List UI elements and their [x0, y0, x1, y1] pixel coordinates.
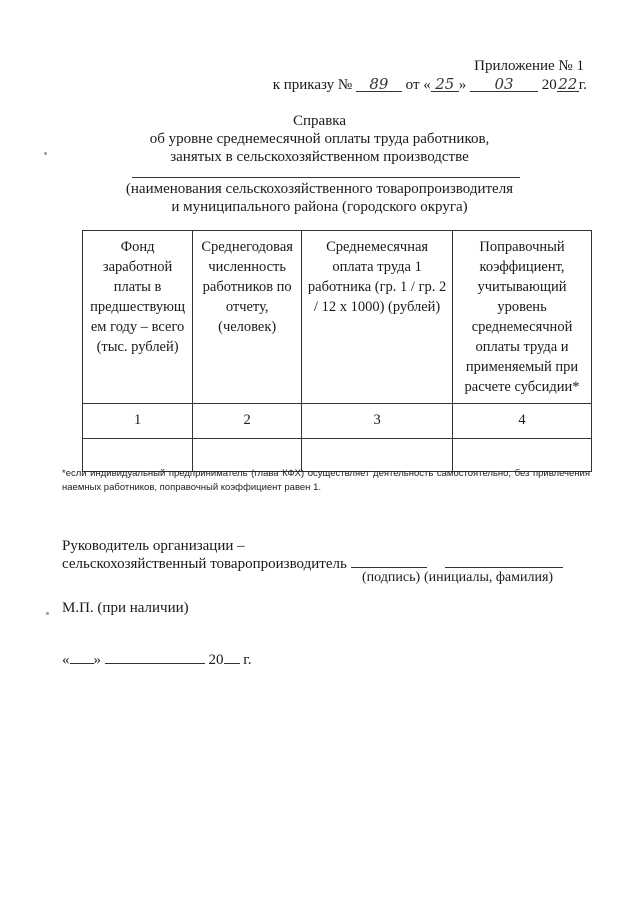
- date-close: »: [93, 652, 101, 668]
- header-cell-coefficient: Поправочный коэффициент, учитывающий уровень среднемесячной оплаты труда и применяемый при расчете субсидии*: [453, 231, 592, 404]
- order-from-label: от «: [405, 77, 431, 93]
- column-number: 1: [83, 404, 193, 439]
- document-subtitle-1: об уровне среднемесячной оплаты труда работников,: [149, 131, 490, 147]
- date-year-prefix: 20: [208, 652, 224, 668]
- document-title: Справка: [293, 113, 346, 129]
- footnote: *если индивидуальный предприниматель (глава КФХ) осуществляет деятельность самостоятельно, без привлечения наемных работников, поправочный коэффициент равен 1.: [62, 468, 590, 493]
- order-year-prefix: 20: [541, 77, 557, 93]
- date-month-blank: [105, 651, 205, 664]
- table-header-row: [83, 231, 592, 404]
- wage-table: [82, 230, 592, 472]
- order-prefix: к приказу №: [272, 77, 353, 93]
- date-line: [62, 651, 251, 669]
- header-cell-average-wage: Среднемесячная оплата труда 1 работника (гр. 1 / гр. 2 / 12 х 1000) (рублей): [302, 231, 453, 404]
- date-year-end: г.: [243, 652, 252, 668]
- date-year-blank: [224, 651, 240, 664]
- header-cell-headcount: Среднегодовая численность работников по отчету, (человек): [193, 231, 302, 404]
- signature-title-1: Руководитель организации –: [62, 538, 245, 554]
- column-number: 3: [302, 404, 453, 439]
- name-caption: (инициалы, фамилия): [424, 570, 554, 585]
- stamp-label: М.П. (при наличии): [62, 600, 189, 616]
- producer-name-line: [132, 177, 520, 178]
- signature-role: сельскохозяйственный товаропроизводитель: [62, 556, 347, 572]
- order-day: 25: [431, 77, 459, 92]
- document-subtitle-2: занятых в сельскохозяйственном производстве: [170, 149, 469, 165]
- signature-caption: (подпись): [362, 570, 421, 585]
- order-year-suffix: 22: [558, 75, 578, 93]
- scan-speck: [46, 612, 49, 615]
- producer-caption-1: (наименования сельскохозяйственного товаропроизводителя: [125, 181, 514, 197]
- order-month: 03: [470, 77, 538, 92]
- column-number: 2: [193, 404, 302, 439]
- table-number-row: [83, 404, 592, 439]
- scan-speck: [44, 152, 47, 155]
- order-reference: [273, 77, 587, 94]
- signature-blank: [351, 555, 427, 568]
- date-day-blank: [70, 651, 94, 664]
- order-year-end: г.: [578, 77, 587, 93]
- order-number: 89: [356, 77, 402, 92]
- date-open: «: [62, 652, 70, 668]
- header-cell-fund: Фонд заработной платы в предшествующ ем году – всего (тыс. рублей): [83, 231, 193, 404]
- producer-caption-2: и муниципального района (городского округа): [171, 199, 468, 215]
- name-blank: [445, 555, 563, 568]
- order-day-close: »: [458, 77, 467, 93]
- column-number: 4: [453, 404, 592, 439]
- appendix-label: Приложение № 1: [474, 58, 584, 74]
